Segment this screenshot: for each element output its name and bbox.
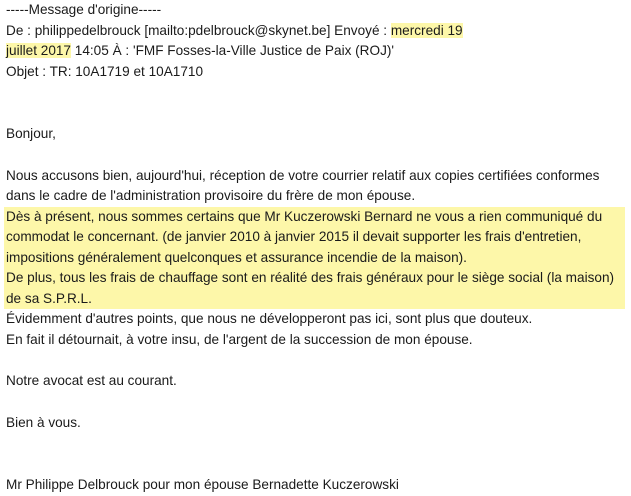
highlighted-line: impositions généralement quelconques et assurance incendie de la maison). [6,249,467,265]
subject-line [6,62,626,83]
highlighted-line: commodat le concernant. (de janvier 2010 à janvier 2015 il devait supporter les frais d'entretien, [6,229,582,244]
lawyer-note: Notre avocat est au courant. [6,373,177,388]
closing: Bien à vous. [6,414,81,430]
highlighted-paragraph [4,207,625,310]
from-label: De : [6,22,35,38]
signature: Mr Philippe Delbrouck pour mon épouse Bernadette Kuczerowski [6,477,399,492]
to-label: À : [108,43,133,58]
highlighted-line: Dès à présent, nous sommes certains que Mr Kuczerowski Bernard ne vous a rien communiqué du [6,208,603,224]
from-email-link[interactable]: [mailto:pdelbrouck@skynet.be] [144,22,331,38]
greeting: Bonjour, [6,126,56,141]
sent-to-line [6,41,626,62]
sent-time: 14:05 [71,43,109,58]
email-message [6,0,626,496]
from-line [6,21,626,42]
body-line: dans le cadre de l'administration provisoire du frère de mon épouse. [6,188,416,203]
body-line: En fait il détournait, à votre insu, de l'argent de la succession de mon épouse. [6,331,473,347]
highlighted-line: de sa S.P.R.L. [6,290,92,306]
to-recipient: 'FMF Fosses-la-Ville Justice de Paix (ROJ)' [132,43,394,58]
body-line: Nous accusons bien, aujourd'hui, réception de votre courrier relatif aux copies certifiées conformes [6,167,600,183]
sent-date-highlight-2: juillet 2017 [6,43,71,58]
subject-label: Objet : [6,63,50,79]
original-message-separator: -----Message d'origine----- [6,2,162,17]
highlighted-line: De plus, tous les frais de chauffage sont en réalité des frais généraux pour le siège social (la maison) [6,270,615,285]
sent-label: Envoyé : [334,22,391,38]
from-name: philippedelbrouck [34,22,141,38]
sent-date-highlight-1: mercredi 19 [390,22,463,38]
subject-value: TR: 10A1719 et 10A1710 [49,63,203,79]
body-line: Évidemment d'autres points, que nous ne développeront pas ici, sont plus que douteux. [6,311,533,326]
